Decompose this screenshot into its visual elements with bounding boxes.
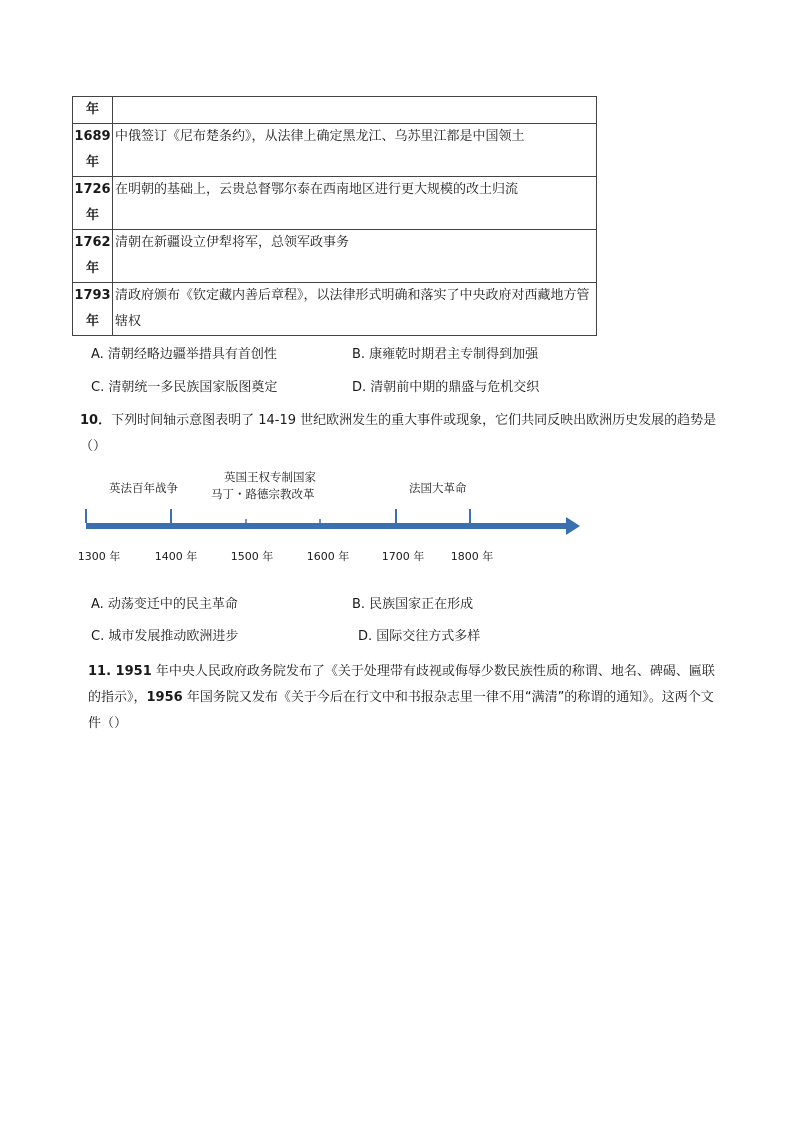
q10-number: 10． xyxy=(80,413,112,428)
q9-option-d[interactable]: D. 清朝前中期的鼎盛与危机交织 xyxy=(352,380,540,395)
q10-text: 下列时间轴示意图表明了 14-19 世纪欧洲发生的重大事件或现象，它们共同反映出欧洲历史发展的趋势是（） xyxy=(80,413,717,454)
q10-option-b[interactable]: B. 民族国家正在形成 xyxy=(352,597,474,612)
timeline-event-french-revolution: 法国大革命 xyxy=(409,481,467,495)
q11-number: 11. 1951 xyxy=(88,664,152,679)
timeline-arrow-shaft xyxy=(86,523,566,529)
timeline-year-1400: 1400 年 xyxy=(154,550,198,563)
timeline-arrow-head xyxy=(566,517,580,535)
year-unit: 年 xyxy=(85,155,99,170)
year-unit: 年 xyxy=(85,261,99,276)
event-cell: 清朝在新疆设立伊犁将军，总领军政事务 xyxy=(113,230,597,283)
q10-option-a[interactable]: A. 动荡变迁中的民主革命 xyxy=(91,597,238,612)
timeline-year-1300: 1300 年 xyxy=(77,550,121,563)
q9-option-b[interactable]: B. 康雍乾时期君主专制得到加强 xyxy=(352,347,539,362)
timeline-year-1800: 1800 年 xyxy=(450,550,494,563)
year-number: 1793 xyxy=(74,288,111,303)
q11-text-part1: 年中央人民政府政务院发布了《关于处理带有歧视或侮辱少数民族性质的称谓、地名、碑碣、匾联的指示》， xyxy=(88,664,715,705)
q9-option-a[interactable]: A. 清朝经略边疆举措具有首创性 xyxy=(91,347,277,362)
year-number: 1689 xyxy=(74,129,111,144)
timeline-event-english-absolutism: 英国王权专制国家 xyxy=(224,470,316,484)
q11-year2: 1956 xyxy=(146,690,183,705)
q10-option-d[interactable]: D. 国际交往方式多样 xyxy=(358,629,481,644)
year-unit: 年 xyxy=(85,102,99,117)
timeline-year-1600: 1600 年 xyxy=(306,550,350,563)
q10-option-c[interactable]: C. 城市发展推动欧洲进步 xyxy=(91,629,239,644)
event-cell: 中俄签订《尼布楚条约》，从法律上确定黑龙江、乌苏里江都是中国领土 xyxy=(113,124,597,177)
year-unit: 年 xyxy=(85,208,99,223)
timeline-event-hundred-years-war: 英法百年战争 xyxy=(109,481,178,495)
year-number: 1726 xyxy=(74,182,111,197)
q11-stem xyxy=(88,659,718,737)
timeline-year-1500: 1500 年 xyxy=(230,550,274,563)
q11-text-part2: 年国务院又发布《关于今后在行文中和书报杂志里一律不用“满清”的称谓的通知》。这两个文件（） xyxy=(88,690,714,731)
year-number: 1762 xyxy=(74,235,111,250)
year-unit: 年 xyxy=(85,314,99,329)
timeline-year-1700: 1700 年 xyxy=(381,550,425,563)
event-cell: 在明朝的基础上，云贵总督鄂尔泰在西南地区进行更大规模的改土归流 xyxy=(113,177,597,230)
event-cell: 清政府颁布《钦定藏内善后章程》，以法律形式明确和落实了中央政府对西藏地方管辖权 xyxy=(113,283,597,336)
timeline-event-reformation: 马丁・路德宗教改革 xyxy=(211,487,315,501)
q9-option-c[interactable]: C. 清朝统一多民族国家版图奠定 xyxy=(91,380,278,395)
